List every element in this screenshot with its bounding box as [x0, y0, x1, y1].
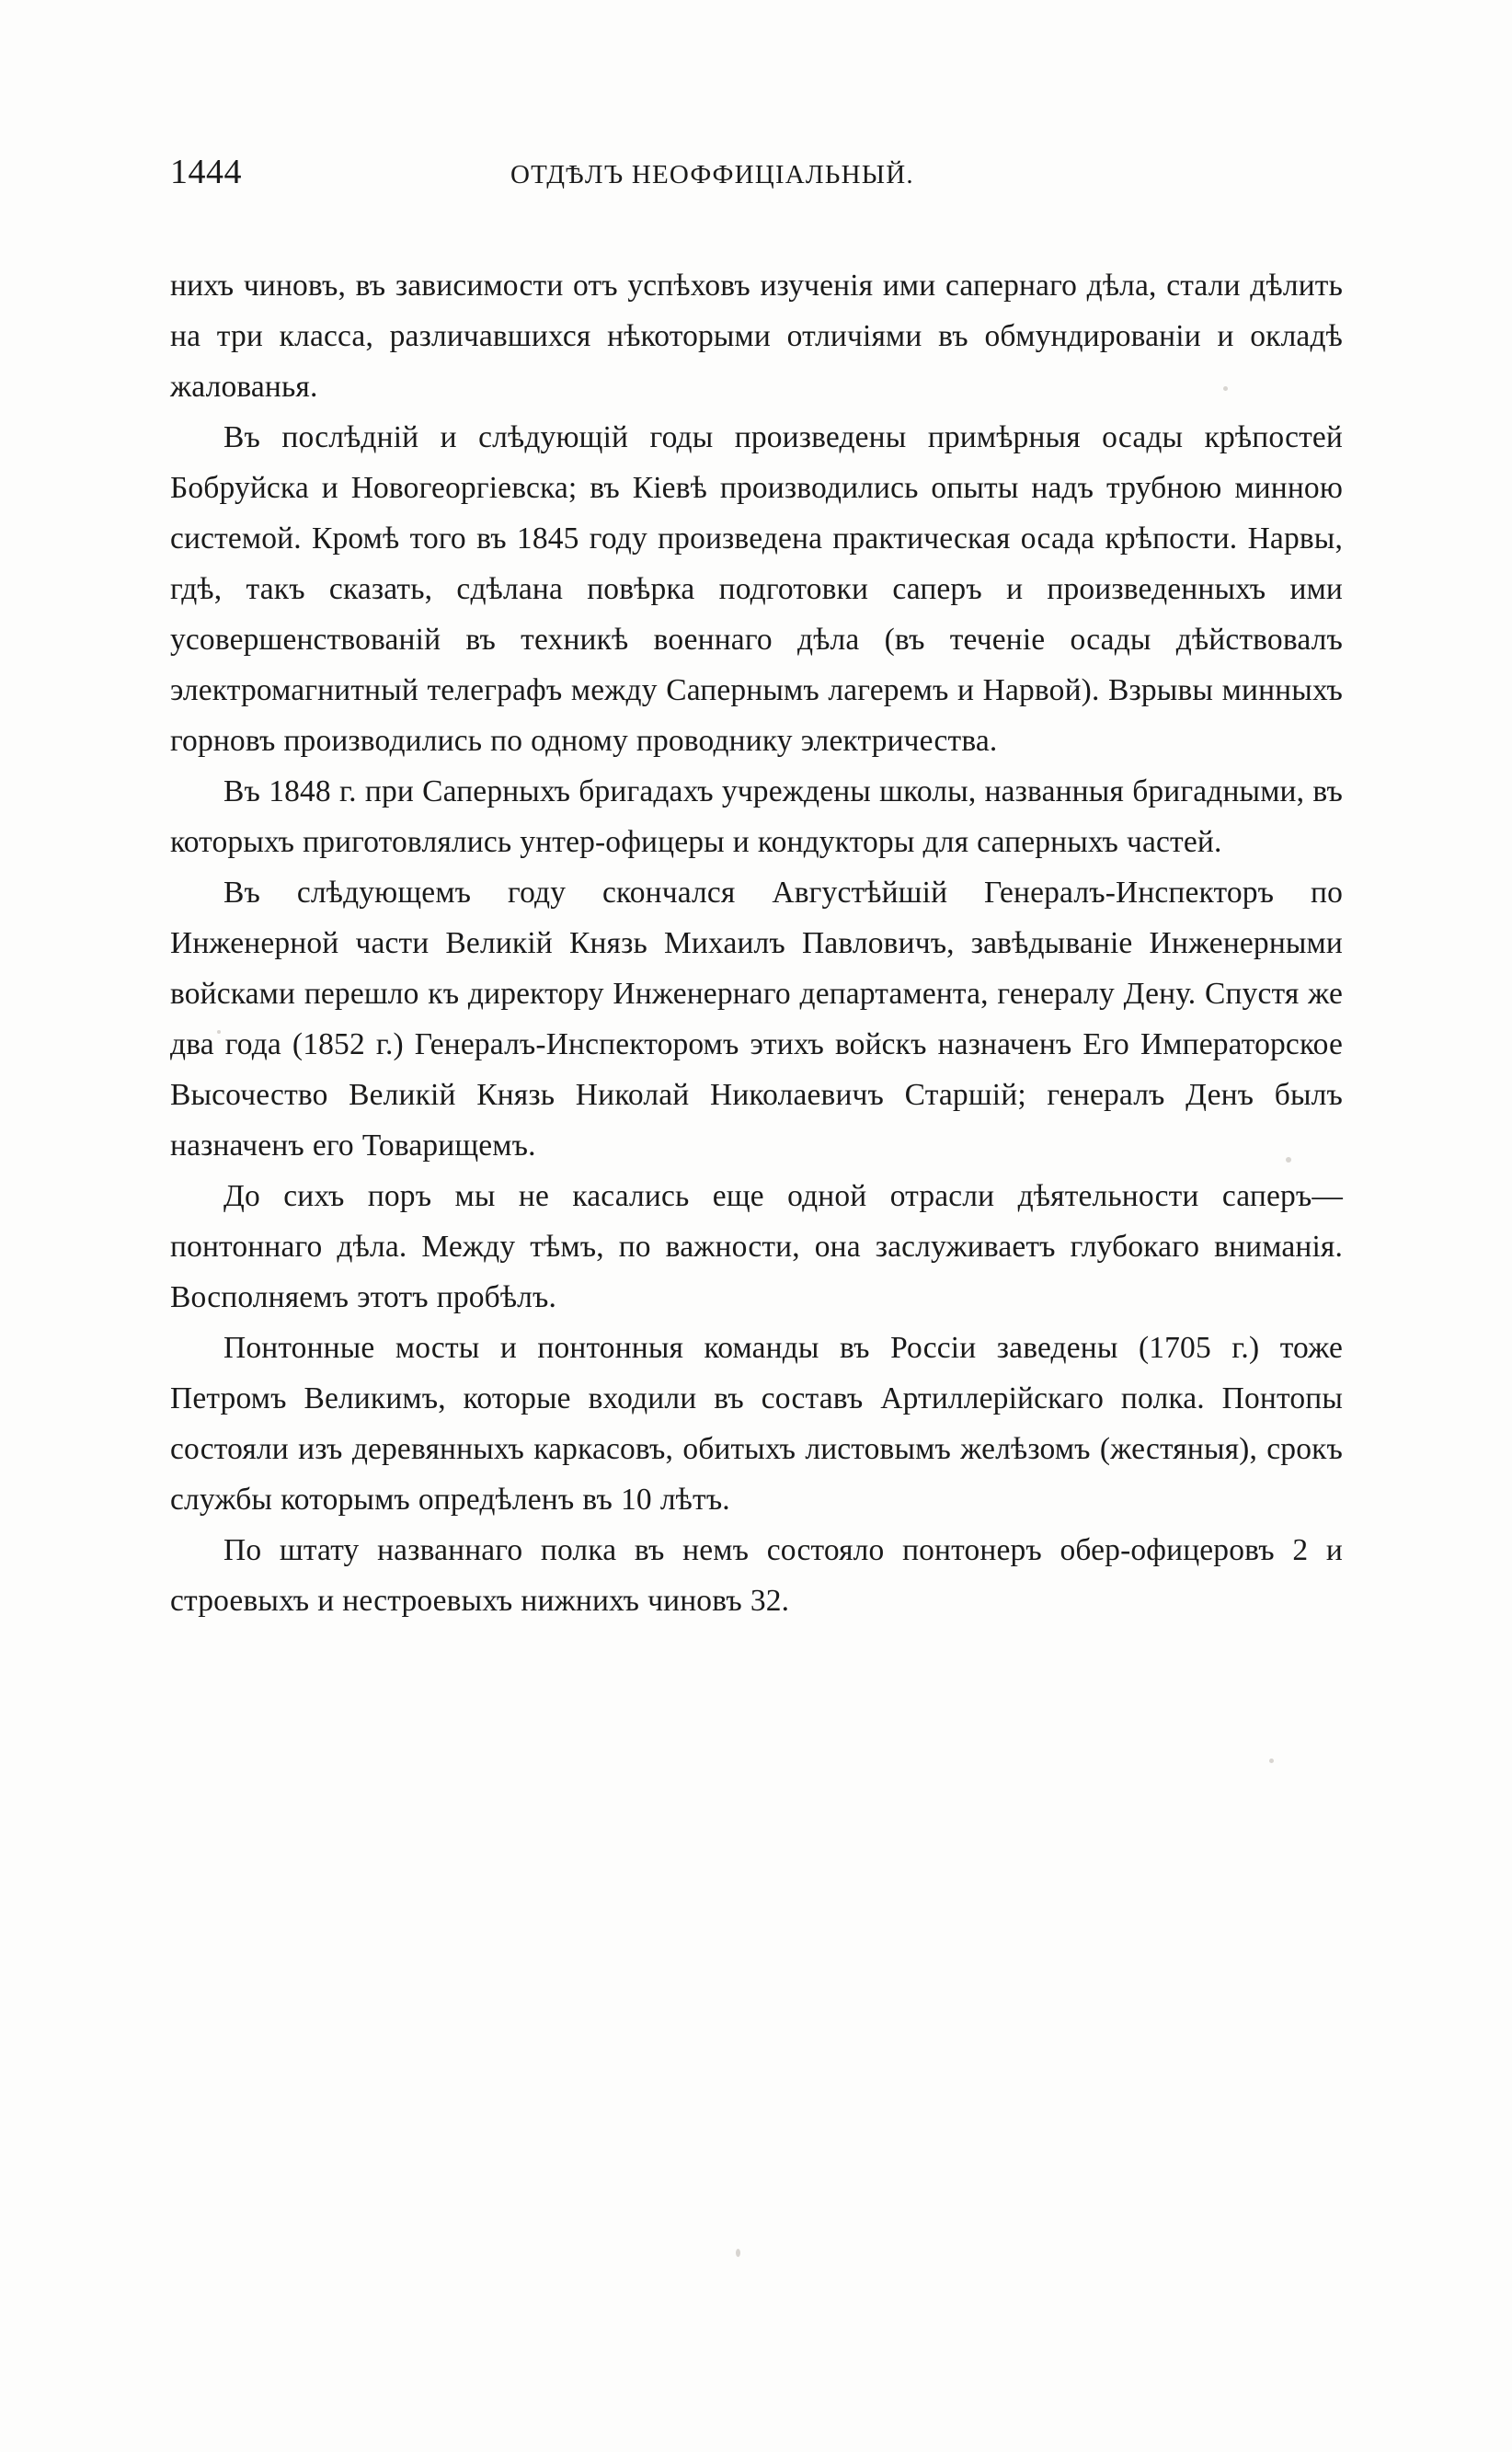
- paragraph: нихъ чиновъ, въ зависимости отъ успѣховъ изученія ими сапернаго дѣла, стали дѣлить на три класса, различавшихся нѣкоторыми отличіями въ обмундированіи и окладѣ жалованья.: [170, 269, 1343, 404]
- running-title: ОТДѢЛЪ НЕОФФИЦІАЛЬНЫЙ.: [510, 160, 914, 189]
- paragraph: Понтонные мосты и понтонныя команды въ Россіи заведены (1705 г.) тоже Петромъ Великимъ, которые входили въ составъ Артиллерійскаго полка. Понтопы состояли изъ деревянныхъ каркасовъ, обитыхъ листовымъ желѣзомъ (жестяныя), срокъ службы которымъ опредѣленъ въ 10 лѣтъ.: [170, 1331, 1343, 1517]
- page-header: [170, 152, 1343, 194]
- page-number: 1444: [170, 153, 242, 191]
- print-speck: [736, 2249, 740, 2257]
- paragraph: Въ 1848 г. при Саперныхъ бригадахъ учреждены школы, названныя бригадными, въ которыхъ приготовлялись унтер-офицеры и кондукторы для саперныхъ частей.: [170, 774, 1343, 859]
- paragraph: Въ послѣдній и слѣдующій годы произведены примѣрныя осады крѣпостей Бобруйска и Новогеоргіевска; въ Кіевѣ производились опыты надъ трубною минною системой. Кромѣ того въ 1845 году произведена практическая осада крѣпости. Нарвы, гдѣ, такъ сказать, сдѣлана повѣрка подготовки саперъ и произведенныхъ ими усовершенствованій въ техникѣ военнаго дѣла (въ теченіе осады дѣйствовалъ электромагнитный телеграфъ между Сапернымъ лагеремъ и Нарвой). Взрывы минныхъ горновъ производились по одному проводнику электричества.: [170, 420, 1343, 758]
- body-text: [170, 260, 1343, 1626]
- paragraph: До сихъ поръ мы не касались еще одной отрасли дѣятельности саперъ—понтоннаго дѣла. Между тѣмъ, по важности, она заслуживаетъ глубокаго вниманія. Восполняемъ этотъ пробѣлъ.: [170, 1179, 1343, 1314]
- paragraph: Въ слѣдующемъ году скончался Августѣйшій Генералъ-Инспекторъ по Инженерной части Великій Князь Михаилъ Павловичъ, завѣдываніе Инженерными войсками перешло къ директору Инженернаго департамента, генералу Дену. Спустя же два года (1852 г.) Генералъ-Инспекторомъ этихъ войскъ назначенъ Его Императорское Высочество Великій Князь Николай Николаевичъ Старшій; генералъ Денъ былъ назначенъ его Товарищемъ.: [170, 876, 1343, 1163]
- print-speck: [1269, 1759, 1274, 1763]
- paragraph: По штату названнаго полка въ немъ состояло понтонеръ обер-офицеровъ 2 и строевыхъ и нестроевыхъ нижнихъ чиновъ 32.: [170, 1533, 1343, 1618]
